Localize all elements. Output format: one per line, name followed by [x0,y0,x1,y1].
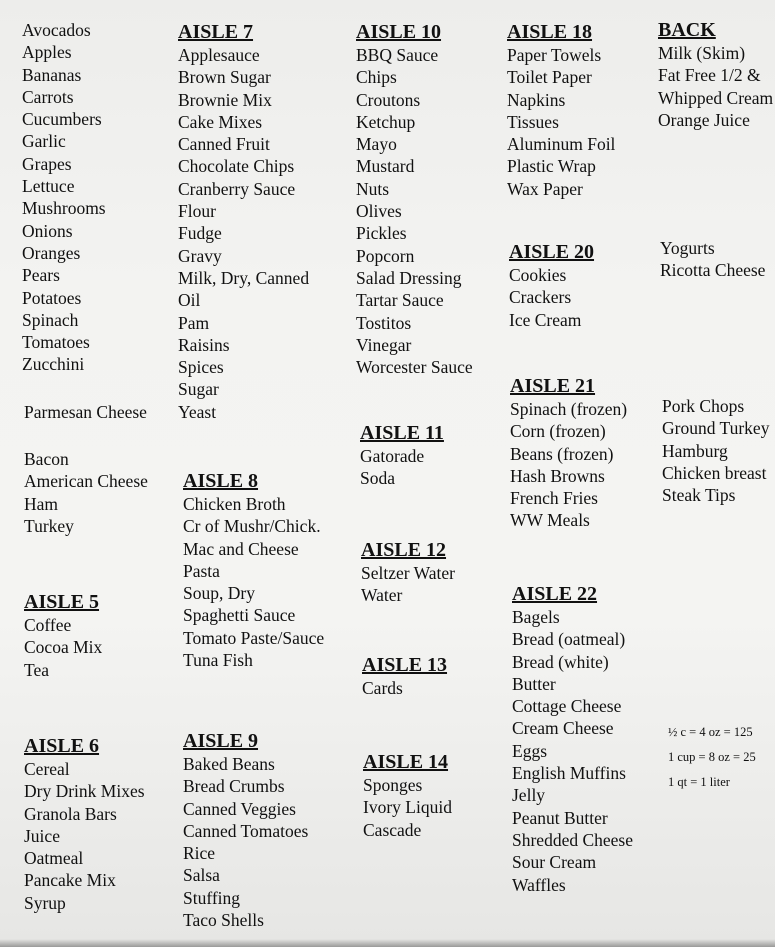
list-item: Water [361,585,403,606]
list-item: Brownie Mix [178,89,272,110]
list-item: Flour [178,201,216,222]
aisle-7-section [178,21,309,423]
list-item: Baked Beans [183,754,275,774]
list-item: Sour Cream [512,852,597,873]
list-item: Bacon [24,449,69,469]
list-item: Rice [183,843,216,864]
list-item: Pam [178,312,210,333]
list-item: Wax Paper [507,178,583,199]
section-heading: AISLE 11 [360,422,444,444]
list-item: Milk (Skim) [658,43,746,63]
list-item: 1 qt = 1 liter [668,775,730,789]
list-item: Cookies [509,265,567,285]
list-item: Worcester Sauce [356,357,473,378]
list-item: Tostitos [356,312,412,333]
list-item: Croutons [356,89,421,110]
list-item: Parmesan Cheese [24,402,147,422]
list-item: Bananas [22,64,82,85]
list-item: Oatmeal [24,848,84,869]
list-item: Whipped Cream [658,87,774,108]
produce-section [22,19,106,376]
list-item: Pasta [183,560,220,581]
list-item: Cream Cheese [512,718,614,739]
list-item: Popcorn [356,245,415,266]
list-item: Pancake Mix [24,870,116,891]
list-item: Aluminum Foil [507,134,616,155]
list-item: Fudge [178,223,222,244]
list-item: Spaghetti Sauce [183,605,296,626]
list-item: Tartar Sauce [356,290,444,311]
list-item: Turkey [24,515,74,536]
section-heading: AISLE 10 [356,21,442,43]
list-item: Ivory Liquid [363,797,452,818]
list-item: Spices [178,357,224,378]
section-heading: AISLE 9 [183,730,259,752]
list-item: Napkins [507,89,566,110]
list-item: Raisins [178,334,230,355]
list-item: Bread Crumbs [183,776,285,797]
list-item: Cascade [363,819,422,840]
list-item: ½ c = 4 oz = 125 [668,725,753,739]
list-item: Soda [360,468,395,489]
list-item: Salad Dressing [356,267,462,288]
list-item: Zucchini [22,354,85,375]
list-item: Tea [24,659,50,680]
list-item: Chocolate Chips [178,156,295,177]
list-item: Gravy [178,245,222,266]
list-item: Stuffing [183,887,241,908]
list-item: 1 cup = 8 oz = 25 [668,750,756,764]
aisle-11-section [360,422,444,490]
list-item: Cucumbers [22,109,102,130]
section-heading: AISLE 20 [509,241,595,263]
list-item: Chips [356,67,397,88]
list-item: Garlic [22,131,66,152]
list-item: Onions [22,220,73,241]
list-item: Apples [22,42,72,63]
list-item: Mac and Cheese [183,538,299,559]
list-item: Milk, Dry, Canned [178,267,310,288]
list-item: Orange Juice [658,109,750,130]
list-item: Potatoes [22,287,82,308]
list-item: Plastic Wrap [507,156,596,177]
list-item: Applesauce [178,45,260,65]
list-item: Soup, Dry [183,583,255,604]
section-heading: AISLE 22 [512,583,598,605]
list-item: Bread (oatmeal) [512,629,626,650]
list-item: Ground Turkey [662,418,770,439]
section-heading: AISLE 21 [510,375,596,397]
list-item: Tomatoes [22,332,90,353]
section-heading: AISLE 12 [361,539,447,561]
aisle-18-section [507,21,615,200]
list-item: Pickles [356,223,407,244]
list-item: Bagels [512,607,560,627]
deli-section [24,448,148,537]
aisle-14-section [363,751,452,841]
list-item: Juice [24,825,60,846]
list-item: Ham [24,493,59,514]
aisle-5-section [24,591,102,681]
aisle-6-section [24,735,145,914]
list-item: Yeast [178,401,217,422]
list-item: Tuna Fish [183,650,253,671]
list-item: Canned Veggies [183,798,296,819]
aisle-13-section [362,654,447,699]
aisle-10-section [356,21,473,378]
list-item: Jelly [512,785,546,806]
list-item: Cards [362,678,403,698]
list-item: Eggs [512,740,547,761]
list-item: Corn (frozen) [510,421,606,442]
aisle-20-section [509,241,594,331]
list-item: Seltzer Water [361,563,455,583]
list-item: Gatorade [360,446,425,466]
aisle-8-section [183,470,324,671]
list-item: Cottage Cheese [512,696,622,717]
section-heading: AISLE 13 [362,654,448,676]
section-heading: AISLE 6 [24,735,100,757]
list-item: Vinegar [356,334,412,355]
list-item: Ice Cream [509,309,582,330]
section-heading: AISLE 5 [24,591,100,613]
list-item: Tissues [507,111,559,132]
list-item: Toilet Paper [507,67,592,88]
section-heading: AISLE 7 [178,21,254,43]
back-section [658,19,773,131]
list-item: Ricotta Cheese [660,260,766,281]
list-item: Avocados [22,20,91,40]
list-item: Pears [22,265,60,286]
meat-section [662,395,769,506]
list-item: Oranges [22,242,81,263]
list-item: Canned Tomatoes [183,820,309,841]
list-item: Hash Browns [510,465,605,486]
list-item: Crackers [509,287,572,308]
list-item: Mushrooms [22,198,106,219]
list-item: Shredded Cheese [512,829,634,850]
aisle-9-section [183,730,308,931]
list-item: Coffee [24,615,72,635]
list-item: Cr of Mushr/Chick. [183,516,321,537]
list-item: Oil [178,290,201,311]
list-item: Nuts [356,178,390,199]
list-item: Bread (white) [512,651,609,672]
list-item: Cocoa Mix [24,637,103,658]
list-item: WW Meals [510,510,590,531]
list-item: Peanut Butter [512,807,608,828]
list-item: Spinach [22,309,79,330]
list-item: Chicken Broth [183,494,286,514]
section-heading: AISLE 18 [507,21,593,43]
aisle-21-section [510,375,627,532]
list-item: Cereal [24,759,70,779]
list-item: Butter [512,673,556,694]
list-item: Canned Fruit [178,134,270,155]
list-item: Mustard [356,156,415,177]
list-item: Cranberry Sauce [178,178,296,199]
list-item: Paper Towels [507,45,602,65]
list-item: BBQ Sauce [356,45,439,65]
list-item: Ketchup [356,111,416,132]
list-item: Dry Drink Mixes [24,781,145,802]
list-item: Mayo [356,134,397,155]
list-item: Granola Bars [24,803,117,824]
list-item: Tomato Paste/Sauce [183,627,325,648]
list-item: Carrots [22,86,74,107]
list-item: Beans (frozen) [510,443,614,464]
list-item: Syrup [24,892,66,913]
list-item: Olives [356,201,402,222]
measurement-conversions [668,720,756,795]
list-item: Sugar [178,379,219,400]
list-item: Taco Shells [183,910,264,931]
list-item: Sponges [363,775,423,795]
aisle-12-section [361,539,455,607]
list-item: Fat Free 1/2 & [658,65,761,86]
cheese-section [24,401,147,423]
section-heading: AISLE 14 [363,751,449,773]
list-item: Spinach (frozen) [510,399,628,419]
list-item: Waffles [512,874,566,895]
list-item: Cake Mixes [178,111,263,132]
list-item: Lettuce [22,176,75,197]
list-item: Chicken breast [662,462,767,483]
list-item: Salsa [183,865,220,886]
list-item: French Fries [510,488,598,509]
list-item: Brown Sugar [178,67,271,88]
aisle-22-section [512,583,633,896]
list-item: American Cheese [24,471,148,492]
list-item: Yogurts [660,238,715,258]
page-edge-shadow [0,939,775,947]
section-heading: BACK [658,19,716,41]
section-heading: AISLE 8 [183,470,259,492]
dairy-section [660,237,765,282]
list-item: Grapes [22,153,72,174]
list-item: Steak Tips [662,485,736,506]
list-item: Pork Chops [662,396,745,416]
list-item: English Muffins [512,763,626,784]
list-item: Hamburg [662,440,728,461]
